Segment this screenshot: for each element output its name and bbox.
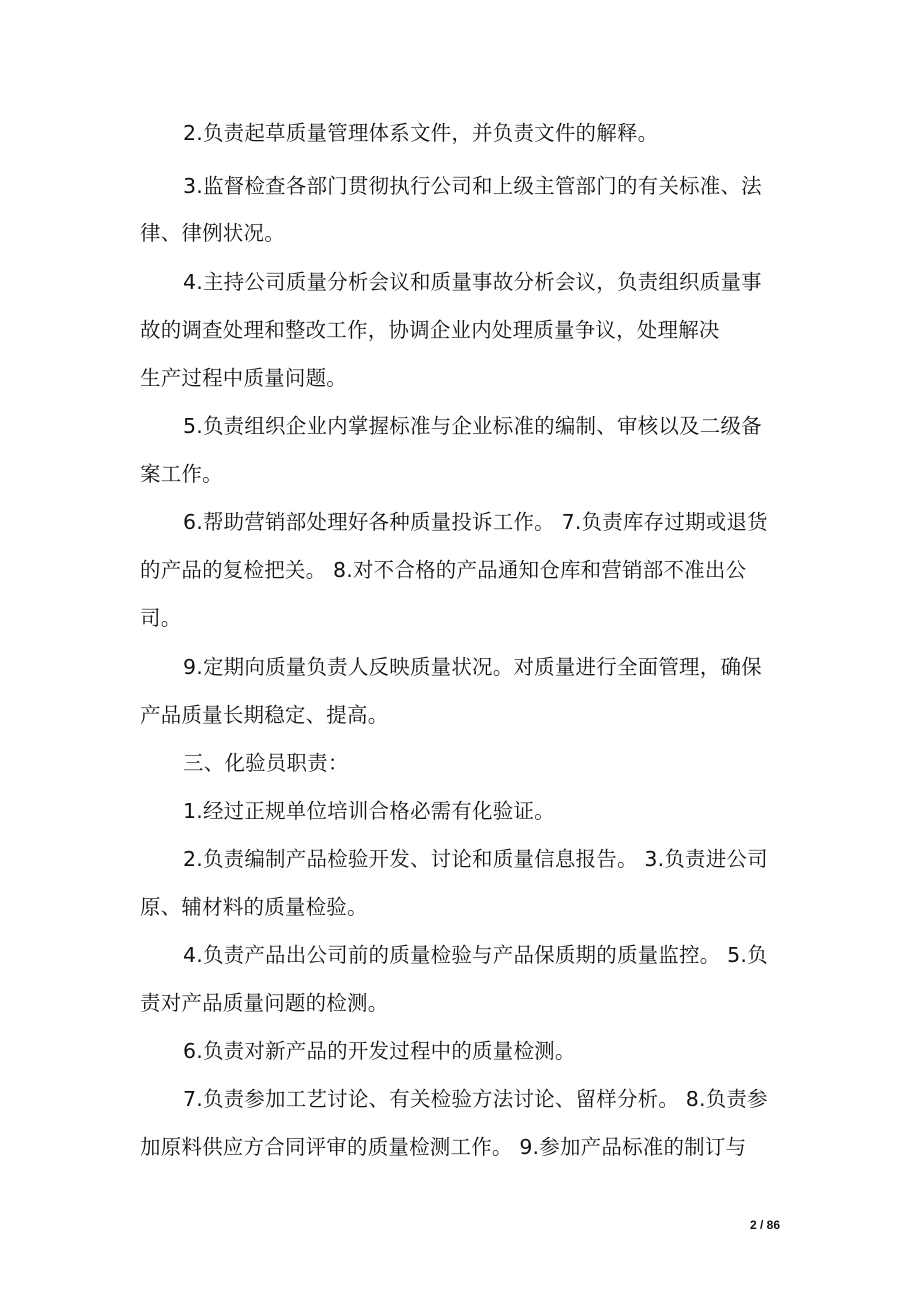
section-heading: 三、化验员职责： [183, 751, 349, 775]
text-line: 4.主持公司质量分析会议和质量事故分析会议，负责组织质量事 [183, 270, 762, 294]
text-line: 产品质量长期稳定、提高。 [140, 703, 389, 727]
text-line: 加原料供应方合同评审的质量检测工作。 9.参加产品标准的制订与 [140, 1135, 747, 1159]
text-line: 司。 [140, 606, 182, 630]
text-line: 生产过程中质量问题。 [140, 366, 347, 390]
text-line: 2.负责起草质量管理体系文件，并负责文件的解释。 [183, 121, 659, 145]
text-line: 9.定期向质量负责人反映质量状况。对质量进行全面管理，确保 [183, 655, 762, 679]
text-line: 5.负责组织企业内掌握标准与企业标准的编制、审核以及二级备 [183, 414, 762, 438]
page-number: 2 / 86 [749, 1218, 780, 1232]
text-line: 责对产品质量问题的检测。 [140, 991, 389, 1015]
text-line: 的产品的复检把关。 8.对不合格的产品通知仓库和营销部不准出公 [140, 558, 747, 582]
text-line: 4.负责产品出公司前的质量检验与产品保质期的质量监控。 5.负 [183, 943, 768, 967]
text-line: 2.负责编制产品检验开发、讨论和质量信息报告。 3.负责进公司 [183, 847, 768, 871]
text-line: 6.帮助营销部处理好各种质量投诉工作。 7.负责库存过期或退货 [183, 510, 768, 534]
text-line: 7.负责参加工艺讨论、有关检验方法讨论、留样分析。 8.负责参 [183, 1087, 768, 1111]
text-line: 原、辅材料的质量检验。 [140, 895, 368, 919]
text-line: 案工作。 [140, 462, 223, 486]
text-line: 故的调查处理和整改工作，协调企业内处理质量争议，处理解决 [140, 318, 720, 342]
text-line: 律、律例状况。 [140, 221, 285, 245]
text-line: 3.监督检查各部门贯彻执行公司和上级主管部门的有关标准、法 [183, 174, 762, 198]
text-line: 6.负责对新产品的开发过程中的质量检测。 [183, 1039, 576, 1063]
text-line: 1.经过正规单位培训合格必需有化验证。 [183, 799, 555, 823]
